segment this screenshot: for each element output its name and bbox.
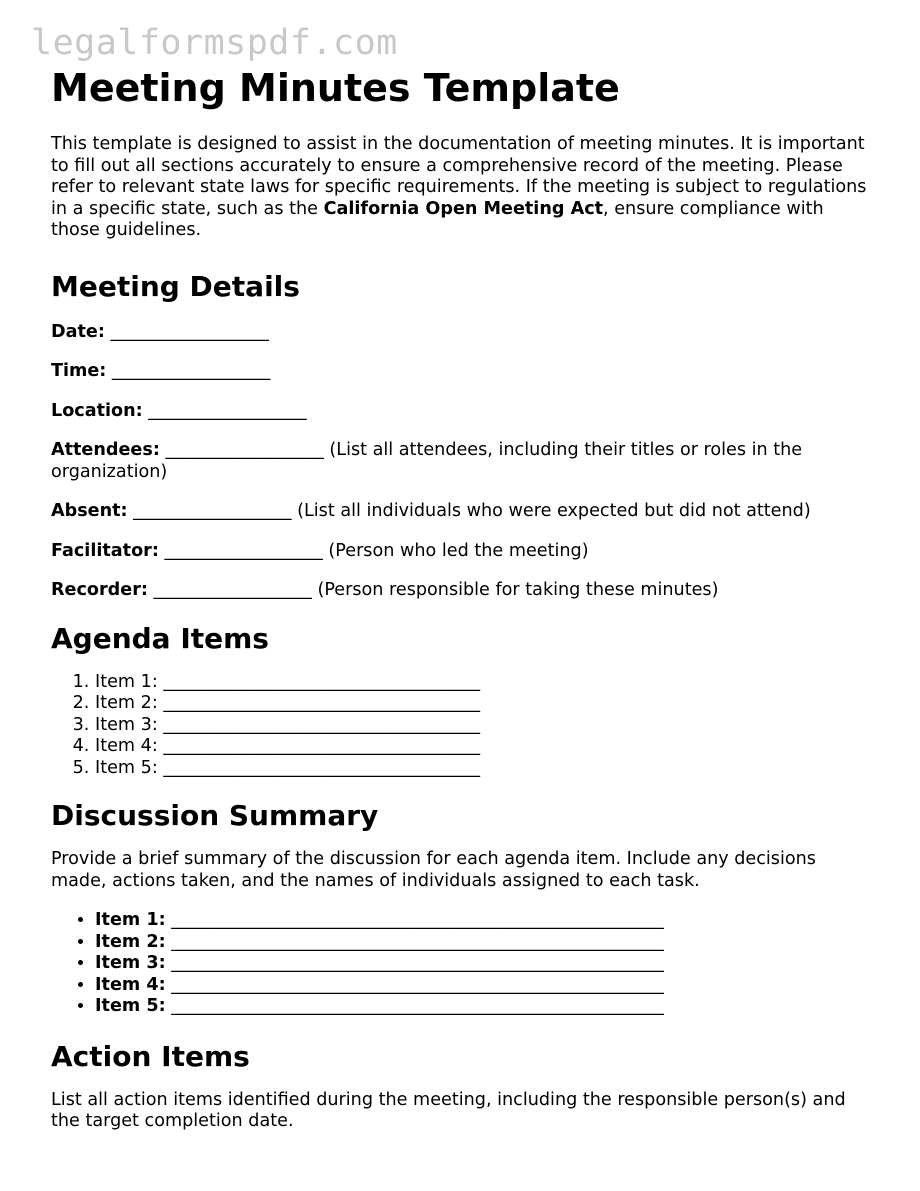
field-blank[interactable]: __________________: [106, 361, 271, 381]
agenda-item[interactable]: 4. Item 4: ____________________________________: [95, 736, 871, 758]
discussion-list: [51, 910, 871, 1018]
field-blank[interactable]: __________________: [147, 580, 312, 600]
agenda-item[interactable]: 3. Item 3: ____________________________________: [95, 715, 871, 737]
field-label: Date:: [51, 321, 105, 342]
field-recorder: [51, 580, 871, 602]
field-label: Time:: [51, 361, 107, 381]
discussion-heading: Discussion Summary: [51, 799, 379, 832]
field-blank[interactable]: __________________: [104, 321, 269, 342]
intro-text-after: , ensure compliance with those guidelines.: [51, 198, 824, 240]
field-time: [51, 361, 871, 383]
field-blank[interactable]: __________________: [159, 440, 324, 460]
field-note: (List all attendees, including their titles or roles in the organization): [51, 440, 803, 482]
field-absent: [51, 501, 871, 523]
intro-text-before: This template is designed to assist in the documentation of meeting minutes. It is important to fill out all sections accurately to ensure a comprehensive record of the meeting. Please refer to relevant state laws for specific requirements. If the meeting is subject to regulations in a specific state, such as the: [51, 134, 867, 219]
meeting-details-heading: Meeting Details: [51, 269, 300, 303]
field-note: (Person responsible for taking these minutes): [311, 580, 719, 600]
agenda-item[interactable]: 1. Item 1: ____________________________________: [95, 672, 871, 694]
discussion-item[interactable]: [95, 975, 871, 997]
discussion-item-blank[interactable]: ________________________________________________________: [165, 910, 664, 930]
field-blank[interactable]: __________________: [158, 540, 323, 561]
field-blank[interactable]: __________________: [127, 501, 292, 521]
watermark: legalformspdf.com: [31, 23, 398, 63]
field-label: Recorder:: [51, 580, 148, 600]
field-label: Attendees:: [51, 440, 160, 460]
action-items-description: List all action items identified during the meeting, including the responsible person(s) and the target completion date.: [51, 1089, 846, 1131]
field-label: Absent:: [51, 501, 128, 521]
discussion-item[interactable]: [95, 910, 871, 932]
discussion-description: Provide a brief summary of the discussion for each agenda item. Include any decisions made, actions taken, and the names of individuals assigned to each task.: [51, 849, 816, 891]
discussion-item-label: Item 1:: [95, 910, 166, 930]
discussion-item[interactable]: [95, 996, 871, 1018]
discussion-item-blank[interactable]: ________________________________________________________: [165, 931, 664, 952]
field-note: (List all individuals who were expected but did not attend): [291, 501, 811, 521]
field-facilitator: [51, 541, 871, 563]
document-page: [51, 66, 871, 1133]
discussion-item-blank[interactable]: ________________________________________________________: [165, 974, 664, 995]
agenda-list: [51, 672, 871, 780]
field-attendees: [51, 440, 871, 483]
agenda-item[interactable]: 5. Item 5: ____________________________________: [95, 758, 871, 780]
discussion-item-label: Item 2:: [95, 931, 166, 952]
agenda-heading: Agenda Items: [51, 621, 269, 655]
discussion-item-label: Item 3:: [95, 953, 166, 973]
intro-bold-act: California Open Meeting Act: [323, 198, 604, 219]
discussion-item[interactable]: [95, 932, 871, 954]
discussion-item-label: Item 5:: [95, 996, 166, 1016]
field-label: Location:: [51, 400, 143, 421]
agenda-item[interactable]: 2. Item 2: ____________________________________: [95, 693, 871, 715]
discussion-item-blank[interactable]: ________________________________________________________: [165, 996, 664, 1016]
field-blank[interactable]: __________________: [142, 400, 307, 421]
intro-paragraph: [51, 134, 871, 242]
page-title: Meeting Minutes Template: [51, 66, 620, 110]
action-items-heading: Action Items: [51, 1039, 250, 1073]
field-note: (Person who led the meeting): [322, 540, 589, 561]
discussion-item-label: Item 4:: [95, 974, 166, 995]
field-date: [51, 322, 871, 344]
field-location: [51, 401, 871, 423]
field-label: Facilitator:: [51, 540, 159, 561]
discussion-item-blank[interactable]: ________________________________________________________: [165, 953, 664, 973]
discussion-item[interactable]: [95, 953, 871, 975]
